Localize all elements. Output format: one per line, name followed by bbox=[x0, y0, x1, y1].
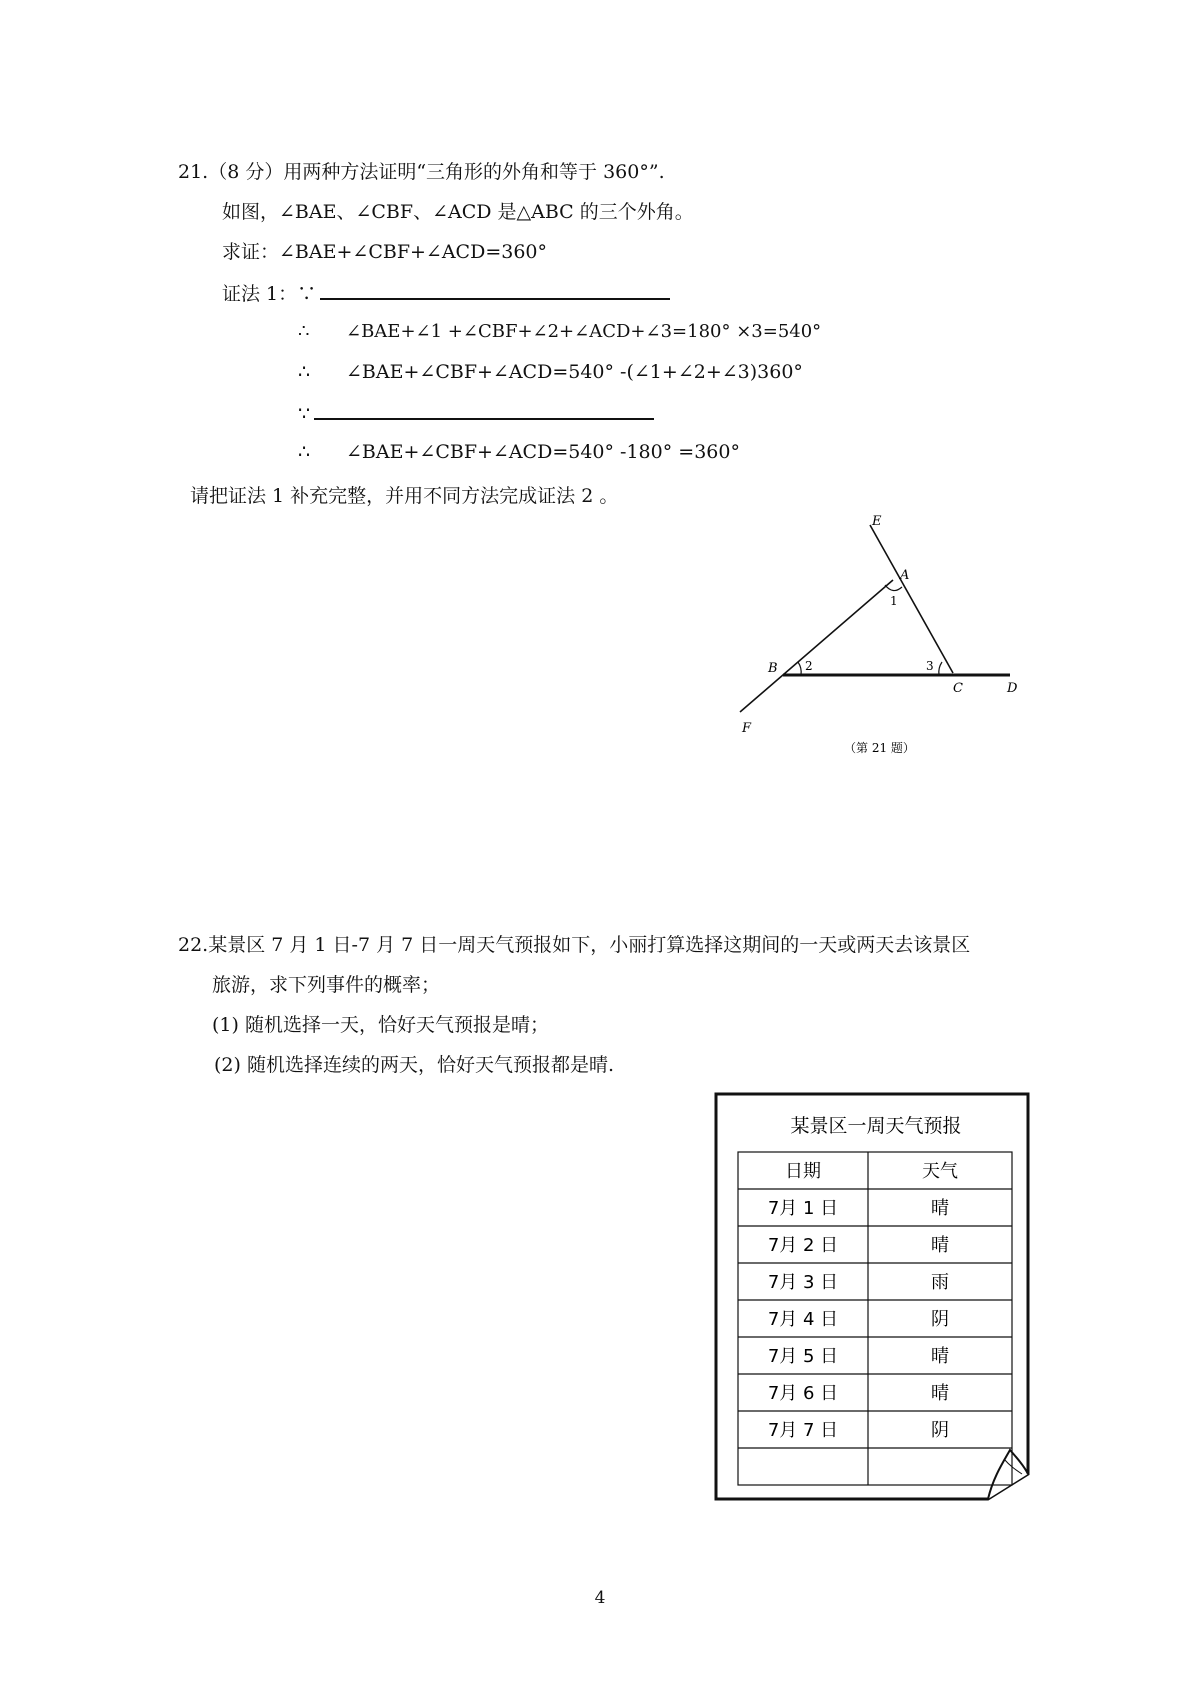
because-symbol: ∵ bbox=[298, 403, 311, 425]
label-c: C bbox=[953, 681, 963, 696]
cell-date: 7月 7 日 bbox=[767, 1420, 839, 1441]
paper-outline bbox=[716, 1094, 1028, 1499]
q21-step2-line bbox=[298, 360, 803, 384]
label-d: D bbox=[1007, 681, 1018, 696]
q21-step4: ∠BAE+∠CBF+∠ACD=540° -180° =360° bbox=[346, 441, 740, 463]
label-angle-3: 3 bbox=[926, 659, 934, 673]
figure-caption: （第 21 题） bbox=[844, 741, 915, 755]
cell-date: 7月 1 日 bbox=[767, 1198, 839, 1219]
q21-proof1-first-line bbox=[222, 280, 670, 306]
header-weather: 天气 bbox=[922, 1161, 958, 1182]
cell-weather: 阴 bbox=[931, 1420, 949, 1441]
cell-weather: 阴 bbox=[931, 1309, 949, 1330]
label-b: B bbox=[768, 661, 778, 676]
angle-2-arc bbox=[798, 662, 801, 675]
cell-weather: 晴 bbox=[931, 1346, 949, 1367]
cell-date: 7月 2 日 bbox=[767, 1235, 839, 1256]
therefore-symbol: ∴ bbox=[298, 321, 310, 342]
q22-title-cont: 旅游，求下列事件的概率； bbox=[212, 974, 441, 996]
triangle-figure bbox=[728, 515, 1048, 765]
q21-instruction: 请把证法 1 补充完整，并用不同方法完成证法 2 。 bbox=[190, 485, 619, 507]
q21-prove: 求证：∠BAE+∠CBF+∠ACD=360° bbox=[222, 241, 548, 263]
q21-step2: ∠BAE+∠CBF+∠ACD=540° -(∠1+∠2+∠3)360° bbox=[346, 361, 803, 383]
weather-forecast-card bbox=[712, 1090, 1036, 1510]
cell-weather: 晴 bbox=[931, 1235, 949, 1256]
cell-date: 7月 3 日 bbox=[767, 1272, 839, 1293]
cell-date: 7月 4 日 bbox=[767, 1309, 839, 1330]
line-e-c bbox=[870, 525, 953, 673]
q21-step3-line bbox=[298, 400, 654, 426]
label-f: F bbox=[742, 721, 752, 736]
q21-proof-label: 证法 1：∵ bbox=[222, 283, 317, 305]
q21-fill-blank-1[interactable] bbox=[320, 280, 670, 300]
q21-step1-line bbox=[298, 320, 821, 344]
label-angle-2: 2 bbox=[805, 659, 813, 673]
cell-date: 7月 5 日 bbox=[767, 1346, 839, 1367]
label-e: E bbox=[872, 515, 882, 529]
q21-title: 21.（8 分）用两种方法证明“三角形的外角和等于 360°”. bbox=[178, 161, 665, 183]
therefore-symbol: ∴ bbox=[298, 361, 311, 383]
q22-subquestion-1: (1) 随机选择一天，恰好天气预报是晴； bbox=[212, 1014, 549, 1036]
header-date: 日期 bbox=[785, 1161, 821, 1182]
q21-statement: 如图，∠BAE、∠CBF、∠ACD 是△ABC 的三个外角。 bbox=[222, 201, 694, 223]
angle-1-arc bbox=[885, 585, 902, 591]
q21-step4-line bbox=[298, 440, 740, 464]
q21-step1: ∠BAE+∠1 +∠CBF+∠2+∠ACD+∠3=180° ×3=540° bbox=[346, 321, 822, 342]
page-number: 4 bbox=[594, 1588, 606, 1608]
label-angle-1: 1 bbox=[890, 594, 898, 608]
line-f-a bbox=[740, 580, 893, 712]
cell-weather: 雨 bbox=[931, 1272, 949, 1293]
cell-weather: 晴 bbox=[931, 1198, 949, 1219]
q22-subquestion-2: (2) 随机选择连续的两天，恰好天气预报都是晴. bbox=[214, 1054, 614, 1076]
q22-title: 22.某景区 7 月 1 日-7 月 7 日一周天气预报如下，小丽打算选择这期间的一天或两天去该景区 bbox=[178, 934, 971, 956]
angle-3-arc bbox=[939, 662, 942, 675]
table-title: 某景区一周天气预报 bbox=[790, 1115, 962, 1137]
q21-fill-blank-2[interactable] bbox=[314, 400, 654, 420]
cell-date: 7月 6 日 bbox=[767, 1383, 839, 1404]
label-a: A bbox=[900, 568, 910, 583]
cell-weather: 晴 bbox=[931, 1383, 949, 1404]
therefore-symbol: ∴ bbox=[298, 441, 311, 463]
